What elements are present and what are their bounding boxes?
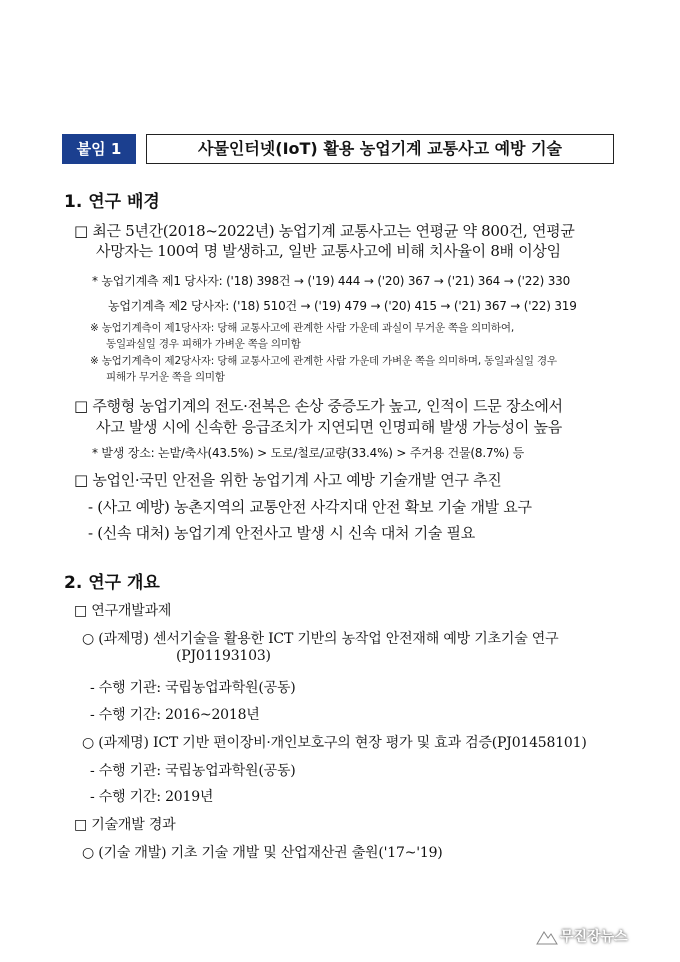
paragraph-3-sub2: - (신속 대처) 농업기계 안전사고 발생 시 신속 대처 기술 필요 [88, 524, 475, 542]
task2-name: ○ (과제명) ICT 기반 편이장비·개인보호구의 현장 평가 및 효과 검증(PJ01458101) [82, 735, 587, 751]
paragraph-3: □ 농업인·국민 안전을 위한 농업기계 사고 예방 기술개발 연구 추진 [74, 471, 502, 489]
task2-organization: - 수행 기관: 국립농업과학원(공동) [90, 763, 296, 779]
development-history-heading: □ 기술개발 경과 [74, 817, 176, 833]
paragraph-3-sub1: - (사고 예방) 농촌지역의 교통안전 사각지대 안전 확보 기술 개발 요구 [88, 498, 532, 516]
watermark-text: 무진장뉴스 [560, 929, 628, 945]
paragraph-1-line1: □ 최근 5년간(2018~2022년) 농업기계 교통사고는 연평균 약 800건, 연평균 [74, 222, 575, 240]
stat-second-party: 농업기계측 제2 당사자: ('18) 510건 → ('19) 479 → ('20) 415 → ('21) 367 → ('22) 319 [108, 299, 577, 313]
attachment-badge: 붙임 1 [62, 134, 136, 164]
stat-first-party: * 농업기계측 제1 당사자: ('18) 398건 → ('19) 444 → ('20) 367 → ('21) 364 → ('22) 330 [92, 274, 571, 288]
task1-name-line1: ○ (과제명) 센서기술을 활용한 ICT 기반의 농작업 안전재해 예방 기초기술 연구 [82, 631, 559, 647]
watermark-logo-icon [536, 928, 558, 946]
note1-line1: ※ 농업기계측이 제1당사자: 당해 교통사고에 관계한 사람 가운데 과실이 무거운 쪽을 의미하여, [90, 322, 514, 334]
task1-period: - 수행 기간: 2016~2018년 [90, 707, 260, 723]
document-title: 사물인터넷(IoT) 활용 농업기계 교통사고 예방 기술 [146, 134, 614, 164]
task1-organization: - 수행 기관: 국립농업과학원(공동) [90, 680, 296, 696]
note2-line1: ※ 농업기계측이 제2당사자: 당해 교통사고에 관계한 사람 가운데 가벼운 쪽을 의미하며, 동일과실일 경우 [90, 355, 557, 367]
section1-heading: 1. 연구 배경 [64, 192, 160, 212]
paragraph-1-line2: 사망자는 100여 명 발생하고, 일반 교통사고에 비해 치사율이 8배 이상임 [96, 242, 561, 260]
task1-name-line2: (PJ01193103) [176, 648, 271, 664]
paragraph-2-line1: □ 주행형 농업기계의 전도·전복은 손상 중증도가 높고, 인적이 드문 장소에서 [74, 397, 563, 415]
paragraph-2-note: * 발생 장소: 논밭/축사(43.5%) > 도로/철로/교량(33.4%) > 주거용 건물(8.7%) 등 [92, 446, 525, 460]
development-item-1: ○ (기술 개발) 기초 기술 개발 및 산업재산권 출원('17~'19) [82, 845, 443, 861]
paragraph-2-line2: 사고 발생 시에 신속한 응급조치가 지연되면 인명피해 발생 가능성이 높음 [96, 418, 562, 436]
section2-heading: 2. 연구 개요 [64, 573, 160, 593]
task2-period: - 수행 기간: 2019년 [90, 789, 214, 805]
note1-line2: 동일과실일 경우 피해가 가벼운 쪽을 의미함 [106, 338, 301, 350]
research-tasks-heading: □ 연구개발과제 [74, 603, 172, 619]
note2-line2: 피해가 무거운 쪽을 의미함 [106, 371, 225, 383]
